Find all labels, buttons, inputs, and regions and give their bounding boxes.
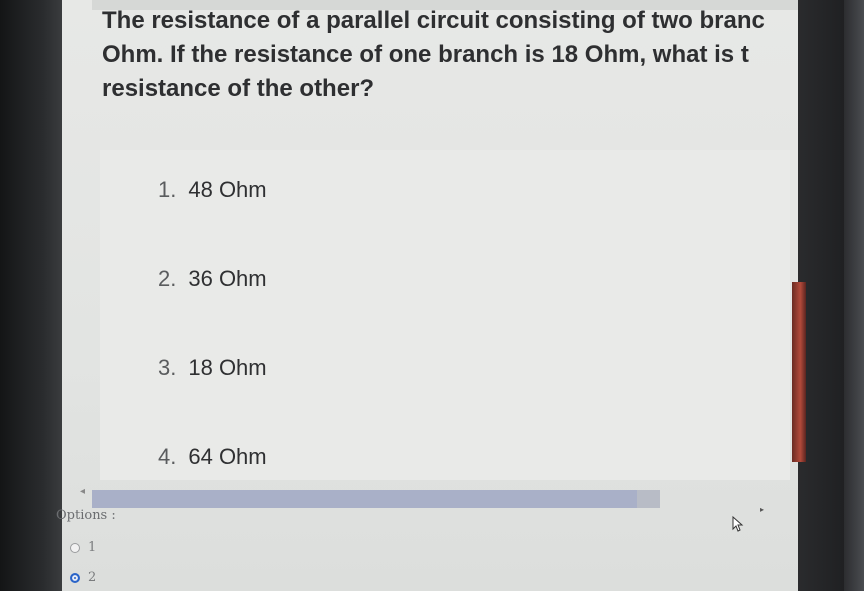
choice-number: 1.	[158, 177, 177, 202]
scroll-left-icon[interactable]: ◂	[80, 486, 86, 497]
option-radio-1[interactable]	[70, 540, 96, 555]
progress-fill	[92, 490, 637, 508]
choice-number: 3.	[158, 355, 177, 380]
choice-number: 4.	[158, 444, 177, 469]
screen	[56, 0, 798, 591]
choice-label: 18 Ohm	[188, 355, 267, 380]
choice-number: 2.	[158, 266, 177, 291]
bezel-accent	[792, 282, 806, 462]
choice-4[interactable]	[158, 442, 267, 472]
choice-label: 48 Ohm	[188, 177, 267, 202]
choice-label: 36 Ohm	[188, 266, 267, 291]
left-bezel	[0, 0, 62, 591]
option-value: 1	[88, 540, 97, 555]
choice-3[interactable]	[158, 353, 267, 383]
right-edge	[844, 0, 864, 591]
choice-label: 64 Ohm	[188, 444, 267, 469]
option-value: 2	[88, 570, 97, 585]
choices-panel	[100, 150, 790, 480]
progress-bar	[92, 490, 660, 508]
choice-1[interactable]	[158, 175, 267, 205]
question-text: The resistance of a parallel circuit consisting of two branc Ohm. If the resistance of one branch is 18 Ohm, what is t resistance of the other?	[102, 7, 765, 102]
radio-unchecked-icon[interactable]	[70, 543, 80, 553]
mouse-cursor-icon	[732, 516, 746, 532]
choice-2[interactable]	[158, 264, 267, 294]
arrow-right-icon: ▸	[760, 505, 765, 514]
option-radio-2[interactable]	[70, 570, 96, 585]
radio-checked-icon[interactable]	[70, 573, 80, 583]
options-label: Options :	[56, 508, 116, 523]
